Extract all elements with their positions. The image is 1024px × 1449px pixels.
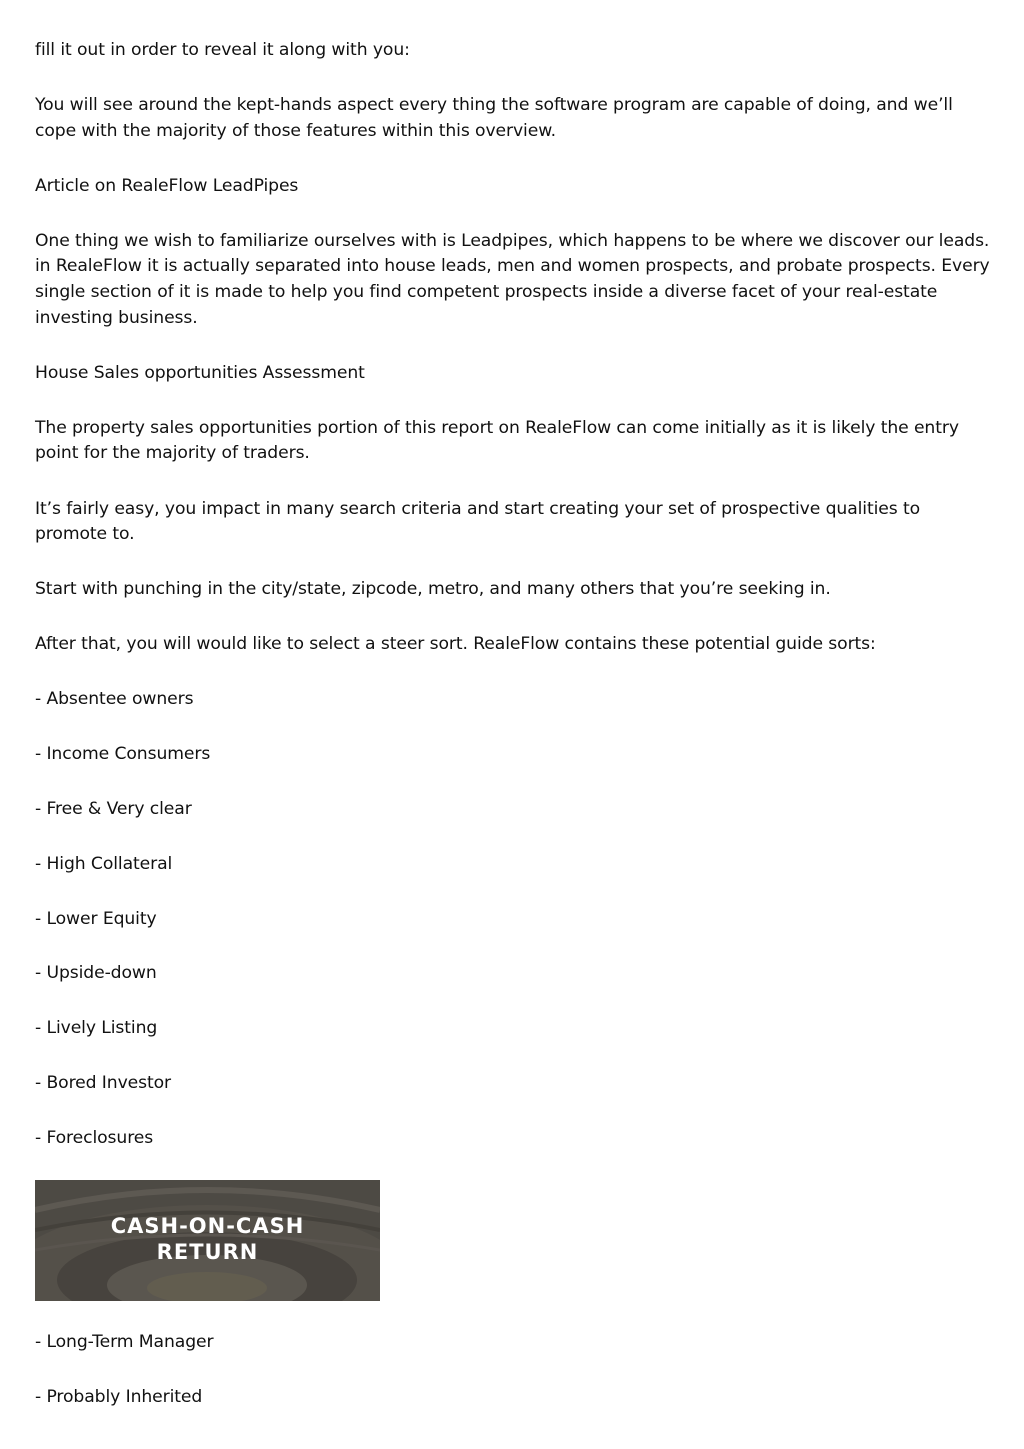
list-item: - Free & Very clear (35, 798, 192, 819)
banner-title-line-1: CASH-ON-CASH (110, 1214, 305, 1239)
paragraph-search-criteria: It’s fairly easy, you impact in many search criteria and start creating your set of prospective qualities to promote to. (35, 498, 921, 545)
list-item: - High Collateral (35, 853, 173, 874)
paragraph-overview: You will see around the kept-hands aspect every thing the software program are capable of doing, and we’ll cope with the majority of those features within this overview. (35, 95, 953, 141)
cash-on-cash-banner-image (35, 1180, 380, 1301)
list-item: - Lively Listing (35, 1018, 158, 1039)
list-item: - Probably Inherited (35, 1387, 203, 1408)
paragraph-leadpipes: One thing we wish to familiarize ourselves with is Leadpipes, which happens to be where we discover our leads. in RealeFlow it is actually separated into house leads, men and women prospects, and probate prospects. Every single section of it is made to help you find competent prospects inside a diverse facet of your real-estate investing business. (35, 230, 990, 328)
list-item: - Foreclosures (35, 1127, 154, 1148)
banner-title-line-2: RETURN (156, 1240, 259, 1265)
lead-type-list (35, 687, 995, 1151)
section-heading-house-sales: House Sales opportunities Assessment (35, 362, 365, 383)
paragraph-lead-sort: After that, you will would like to select a steer sort. RealeFlow contains these potential guide sorts: (35, 634, 876, 655)
list-item: - Bored Investor (35, 1072, 171, 1093)
list-item: - Long-Term Manager (35, 1332, 214, 1353)
article-body (35, 38, 995, 1440)
lead-type-list-continued (35, 1330, 995, 1410)
section-heading-leadpipes: Article on RealeFlow LeadPipes (35, 175, 299, 196)
paragraph-intro: fill it out in order to reveal it along with you: (35, 40, 410, 60)
list-item: - Income Consumers (35, 744, 211, 765)
list-item: - Upside-down (35, 963, 157, 984)
banner-title (35, 1213, 380, 1265)
list-item: - Lower Equity (35, 908, 157, 929)
list-item: - Absentee owners (35, 689, 194, 710)
paragraph-location: Start with punching in the city/state, zipcode, metro, and many others that you’re seeking in. (35, 579, 831, 600)
paragraph-property-sales: The property sales opportunities portion of this report on RealeFlow can come initially as it is likely the entry point for the majority of traders. (35, 417, 959, 464)
